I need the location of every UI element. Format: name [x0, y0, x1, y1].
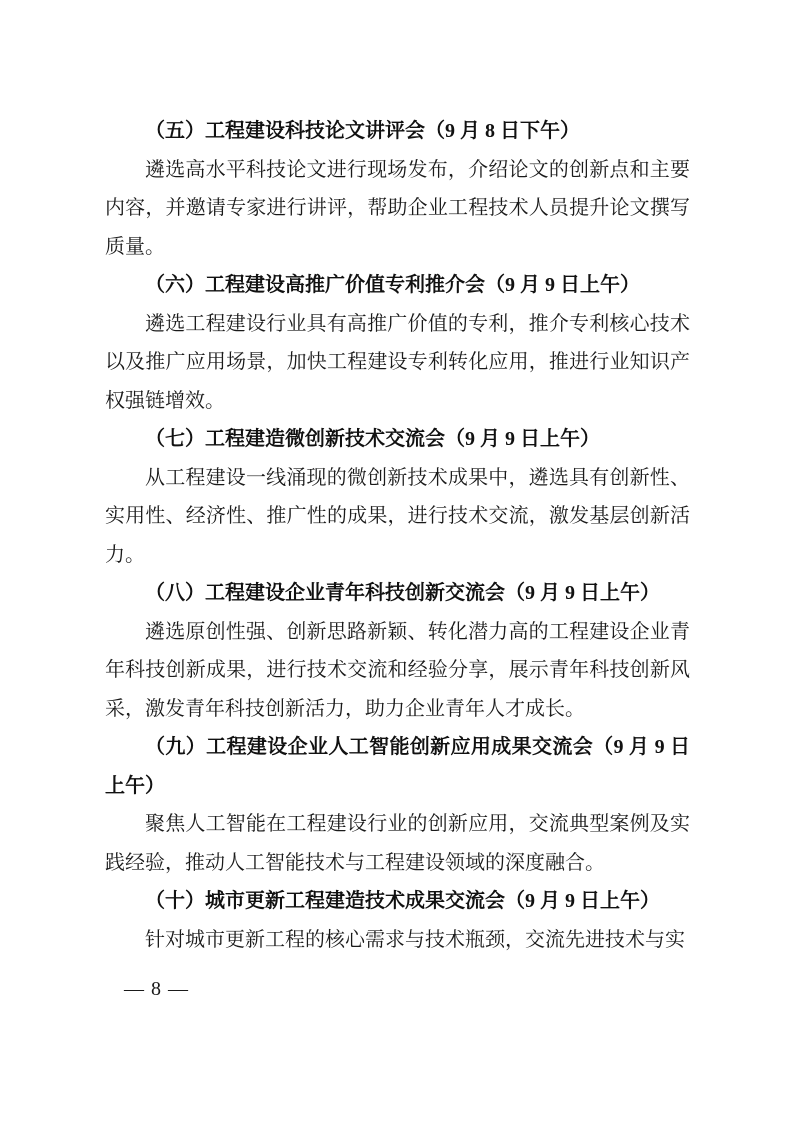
- document-body: [105, 112, 690, 959]
- section-10-paragraph: 针对城市更新工程的核心需求与技术瓶颈，交流先进技术与实: [145, 928, 685, 951]
- section-5: [105, 112, 690, 266]
- section-10: [105, 882, 690, 959]
- section-9-heading: （九）工程建设企业人工智能创新应用成果交流会（9 月 9 日上午）: [105, 736, 690, 797]
- section-6-heading: （六）工程建设高推广价值专利推介会（9 月 9 日上午）: [145, 274, 640, 296]
- section-8-heading: （八）工程建设企业青年科技创新交流会（9 月 9 日上午）: [145, 582, 660, 604]
- section-6: [105, 266, 690, 420]
- section-7: [105, 420, 690, 574]
- section-5-paragraph: 遴选高水平科技论文进行现场发布，介绍论文的创新点和主要内容，并邀请专家进行讲评，帮助企业工程技术人员提升论文撰写质量。: [105, 158, 690, 258]
- section-8: [105, 574, 690, 728]
- section-10-heading: （十）城市更新工程建造技术成果交流会（9 月 9 日上午）: [145, 890, 660, 912]
- section-5-heading: （五）工程建设科技论文讲评会（9 月 8 日下午）: [145, 120, 580, 142]
- section-9-paragraph: 聚焦人工智能在工程建设行业的创新应用，交流典型案例及实践经验，推动人工智能技术与工程建设领域的深度融合。: [105, 813, 690, 874]
- section-7-paragraph: 从工程建设一线涌现的微创新技术成果中，遴选具有创新性、实用性、经济性、推广性的成果，进行技术交流，激发基层创新活力。: [105, 466, 690, 566]
- page-number: — 8 —: [124, 978, 189, 1000]
- section-6-paragraph: 遴选工程建设行业具有高推广价值的专利，推介专利核心技术以及推广应用场景，加快工程建设专利转化应用，推进行业知识产权强链增效。: [105, 312, 690, 412]
- section-9: [105, 728, 690, 882]
- section-7-heading: （七）工程建造微创新技术交流会（9 月 9 日上午）: [145, 428, 600, 450]
- section-8-paragraph: 遴选原创性强、创新思路新颖、转化潜力高的工程建设企业青年科技创新成果，进行技术交流和经验分享，展示青年科技创新风采，激发青年科技创新活力，助力企业青年人才成长。: [105, 620, 690, 720]
